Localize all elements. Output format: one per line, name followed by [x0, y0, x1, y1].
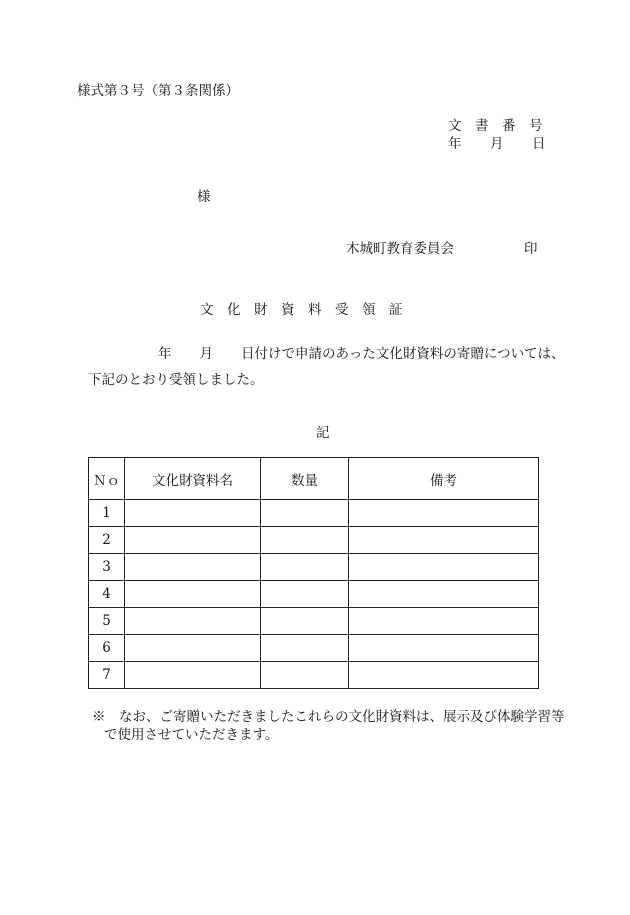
- cell-material-name: [125, 608, 261, 635]
- table-row: [89, 635, 539, 662]
- cell-remarks: [349, 581, 539, 608]
- doc-number-char: 号: [529, 118, 543, 134]
- cell-remarks: [349, 635, 539, 662]
- form-number: 様式第３号（第３条関係）: [77, 83, 239, 99]
- note-line-2: で使用させていただきます。: [104, 727, 279, 743]
- row-number: 3: [89, 554, 125, 581]
- table-row: [89, 527, 539, 554]
- cell-remarks: [349, 500, 539, 527]
- doc-number-char: 文: [448, 118, 462, 134]
- cell-remarks: [349, 662, 539, 689]
- body-month: 月: [199, 346, 213, 362]
- cell-remarks: [349, 527, 539, 554]
- body-line-1: [158, 346, 565, 362]
- header-no: Ｎｏ: [89, 458, 125, 500]
- header-remarks: 備考: [349, 458, 539, 500]
- document-number-label: [448, 118, 543, 134]
- cell-quantity: [261, 608, 349, 635]
- table-row: [89, 581, 539, 608]
- body-year: 年: [158, 346, 172, 362]
- row-number: 7: [89, 662, 125, 689]
- ki-heading: 記: [316, 425, 330, 441]
- issue-date: [448, 136, 546, 152]
- materials-table: [88, 457, 539, 689]
- cell-quantity: [261, 554, 349, 581]
- row-number: 1: [89, 500, 125, 527]
- table-row: [89, 500, 539, 527]
- date-day: 日: [532, 136, 546, 152]
- document-title: 文 化 財 資 料 受 領 証: [200, 302, 403, 318]
- cell-material-name: [125, 500, 261, 527]
- table-row: [89, 608, 539, 635]
- row-number: 5: [89, 608, 125, 635]
- body-text: 日付けで申請のあった文化財資料の寄贈については、: [241, 346, 565, 362]
- date-month: 月: [490, 136, 504, 152]
- table-row: [89, 662, 539, 689]
- cell-material-name: [125, 581, 261, 608]
- date-year: 年: [448, 136, 462, 152]
- recipient-suffix: 様: [197, 189, 211, 205]
- cell-material-name: [125, 662, 261, 689]
- cell-quantity: [261, 635, 349, 662]
- cell-quantity: [261, 581, 349, 608]
- row-number: 6: [89, 635, 125, 662]
- cell-quantity: [261, 662, 349, 689]
- note-line-1: ※ なお、ご寄贈いただきましたこれらの文化財資料は、展示及び体験学習等: [92, 709, 565, 725]
- body-line-2: 下記のとおり受領しました。: [88, 372, 264, 388]
- table-row: [89, 554, 539, 581]
- cell-quantity: [261, 500, 349, 527]
- cell-quantity: [261, 527, 349, 554]
- cell-remarks: [349, 554, 539, 581]
- doc-number-char: 書: [475, 118, 489, 134]
- cell-remarks: [349, 608, 539, 635]
- issuer-name: 木城町教育委員会: [346, 241, 454, 257]
- row-number: 2: [89, 527, 125, 554]
- header-quantity: 数量: [261, 458, 349, 500]
- table-header-row: [89, 458, 539, 500]
- doc-number-char: 番: [502, 118, 516, 134]
- cell-material-name: [125, 527, 261, 554]
- header-material-name: 文化財資料名: [125, 458, 261, 500]
- seal-mark: 印: [524, 241, 538, 257]
- cell-material-name: [125, 635, 261, 662]
- cell-material-name: [125, 554, 261, 581]
- row-number: 4: [89, 581, 125, 608]
